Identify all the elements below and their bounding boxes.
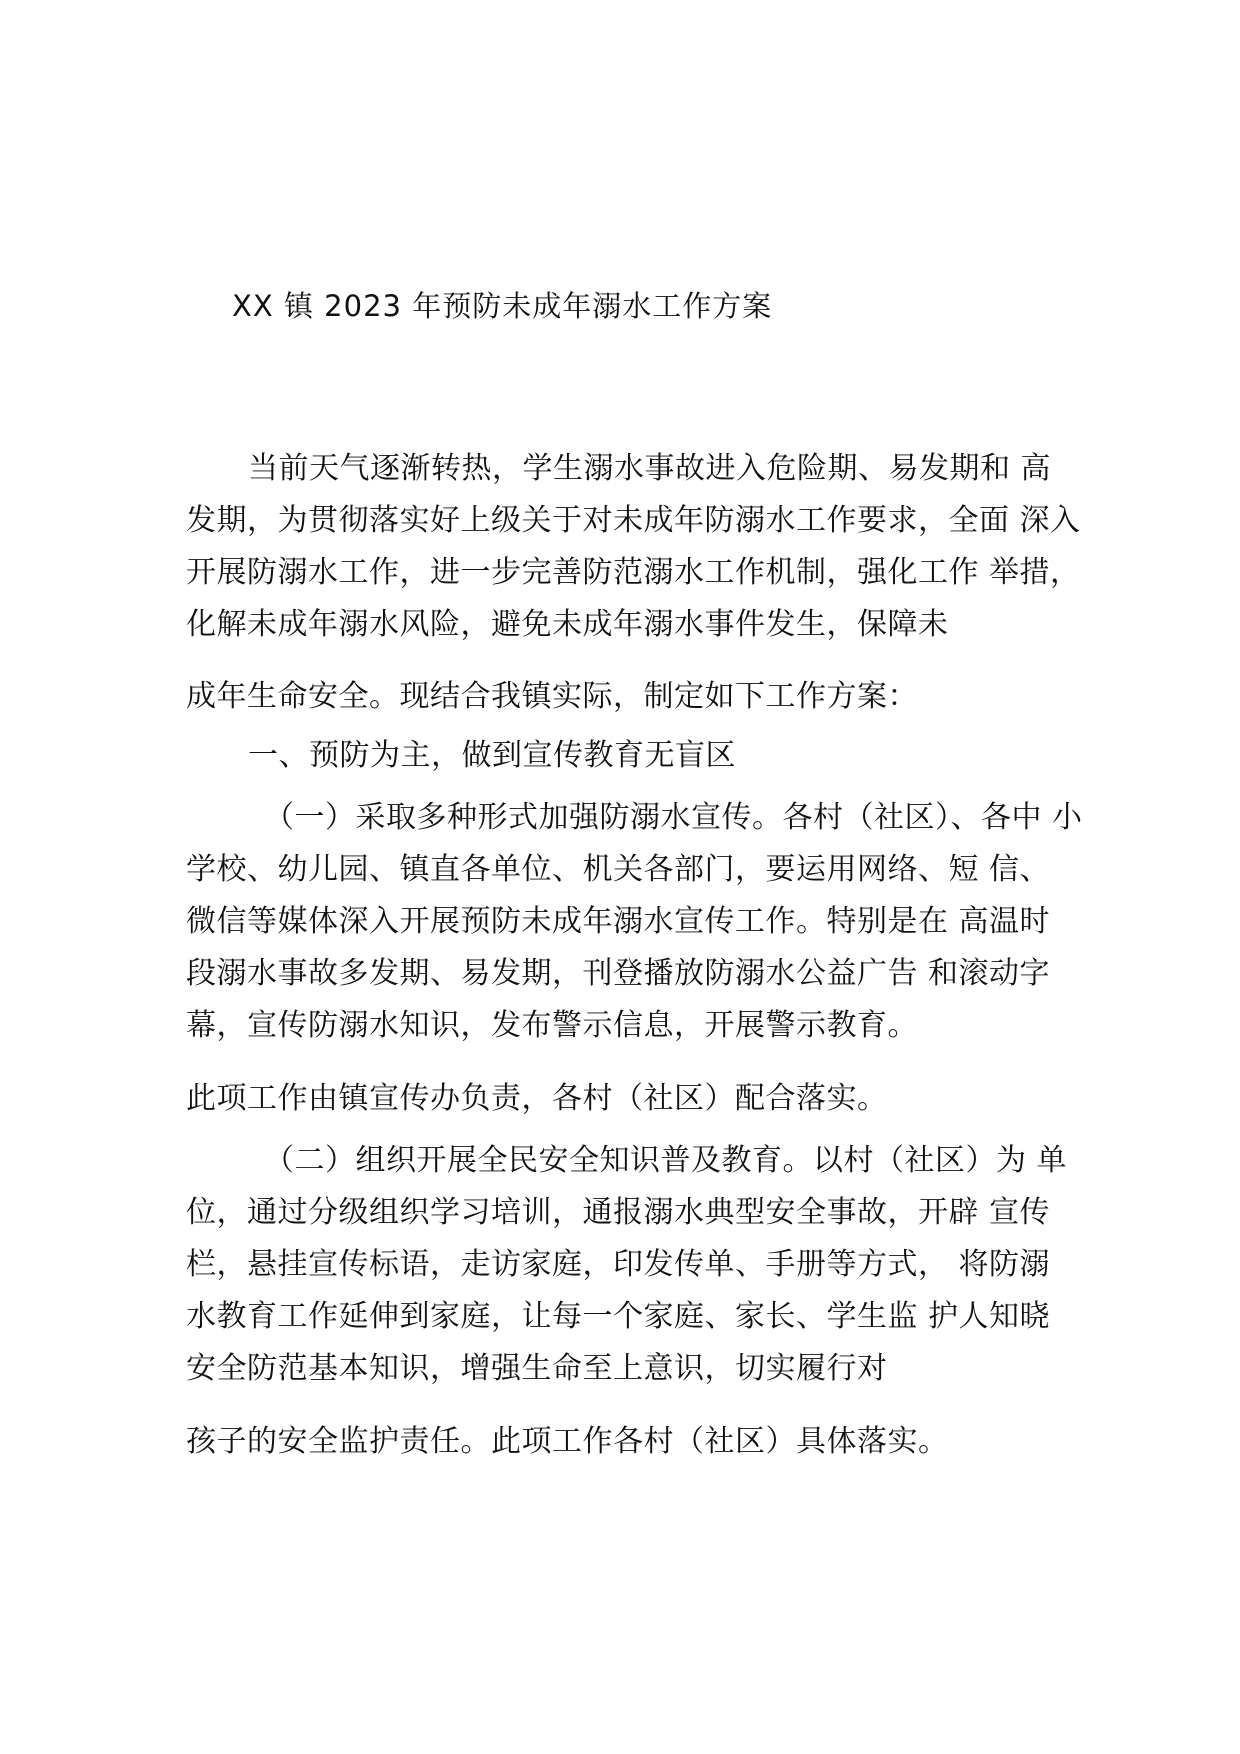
paragraph-line: 化解未成年溺水风险，避免未成年溺水事件发生，保障未 xyxy=(186,607,949,642)
paragraph-line: （二）组织开展全民安全知识普及教育。以村（社区）为 单 xyxy=(264,1143,1068,1178)
paragraph-line: 成年生命安全。现结合我镇实际，制定如下工作方案： xyxy=(186,679,918,714)
paragraph-line: 段溺水事故多发期、易发期，刊登播放防溺水公益广告 和滚动字 xyxy=(186,956,1051,991)
paragraph-line: 发期，为贯彻落实好上级关于对未成年防溺水工作要求，全面 深入 xyxy=(186,503,1081,538)
paragraph-line: 安全防范基本知识，增强生命至上意识，切实履行对 xyxy=(186,1351,888,1386)
paragraph-line: 位，通过分级组织学习培训，通报溺水典型安全事故，开辟 宣传 xyxy=(186,1195,1051,1230)
paragraph-line: 栏，悬挂宣传标语，走访家庭，印发传单、手册等方式， 将防溺 xyxy=(186,1247,1051,1282)
paragraph-line: 当前天气逐渐转热，学生溺水事故进入危险期、易发期和 高 xyxy=(248,451,1052,486)
section-heading: 一、预防为主，做到宣传教育无盲区 xyxy=(248,738,736,773)
paragraph-line: 微信等媒体深入开展预防未成年溺水宣传工作。特别是在 高温时 xyxy=(186,904,1051,939)
paragraph-line: 学校、幼儿园、镇直各单位、机关各部门，要运用网络、短 信、 xyxy=(186,852,1051,887)
paragraph-line: （一）采取多种形式加强防溺水宣传。各村（社区）、各中 小 xyxy=(264,800,1083,835)
paragraph-line: 幕，宣传防溺水知识，发布警示信息，开展警示教育。 xyxy=(186,1008,918,1043)
paragraph-line: 水教育工作延伸到家庭，让每一个家庭、家长、学生监 护人知晓 xyxy=(186,1299,1051,1334)
paragraph-line: 开展防溺水工作，进一步完善防范溺水工作机制，强化工作 举措， xyxy=(186,555,1081,590)
document-title: XX 镇 2023 年预防未成年溺水工作方案 xyxy=(232,289,773,323)
paragraph-line: 此项工作由镇宣传办负责，各村（社区）配合落实。 xyxy=(186,1081,888,1116)
paragraph-line: 孩子的安全监护责任。此项工作各村（社区）具体落实。 xyxy=(186,1424,949,1459)
